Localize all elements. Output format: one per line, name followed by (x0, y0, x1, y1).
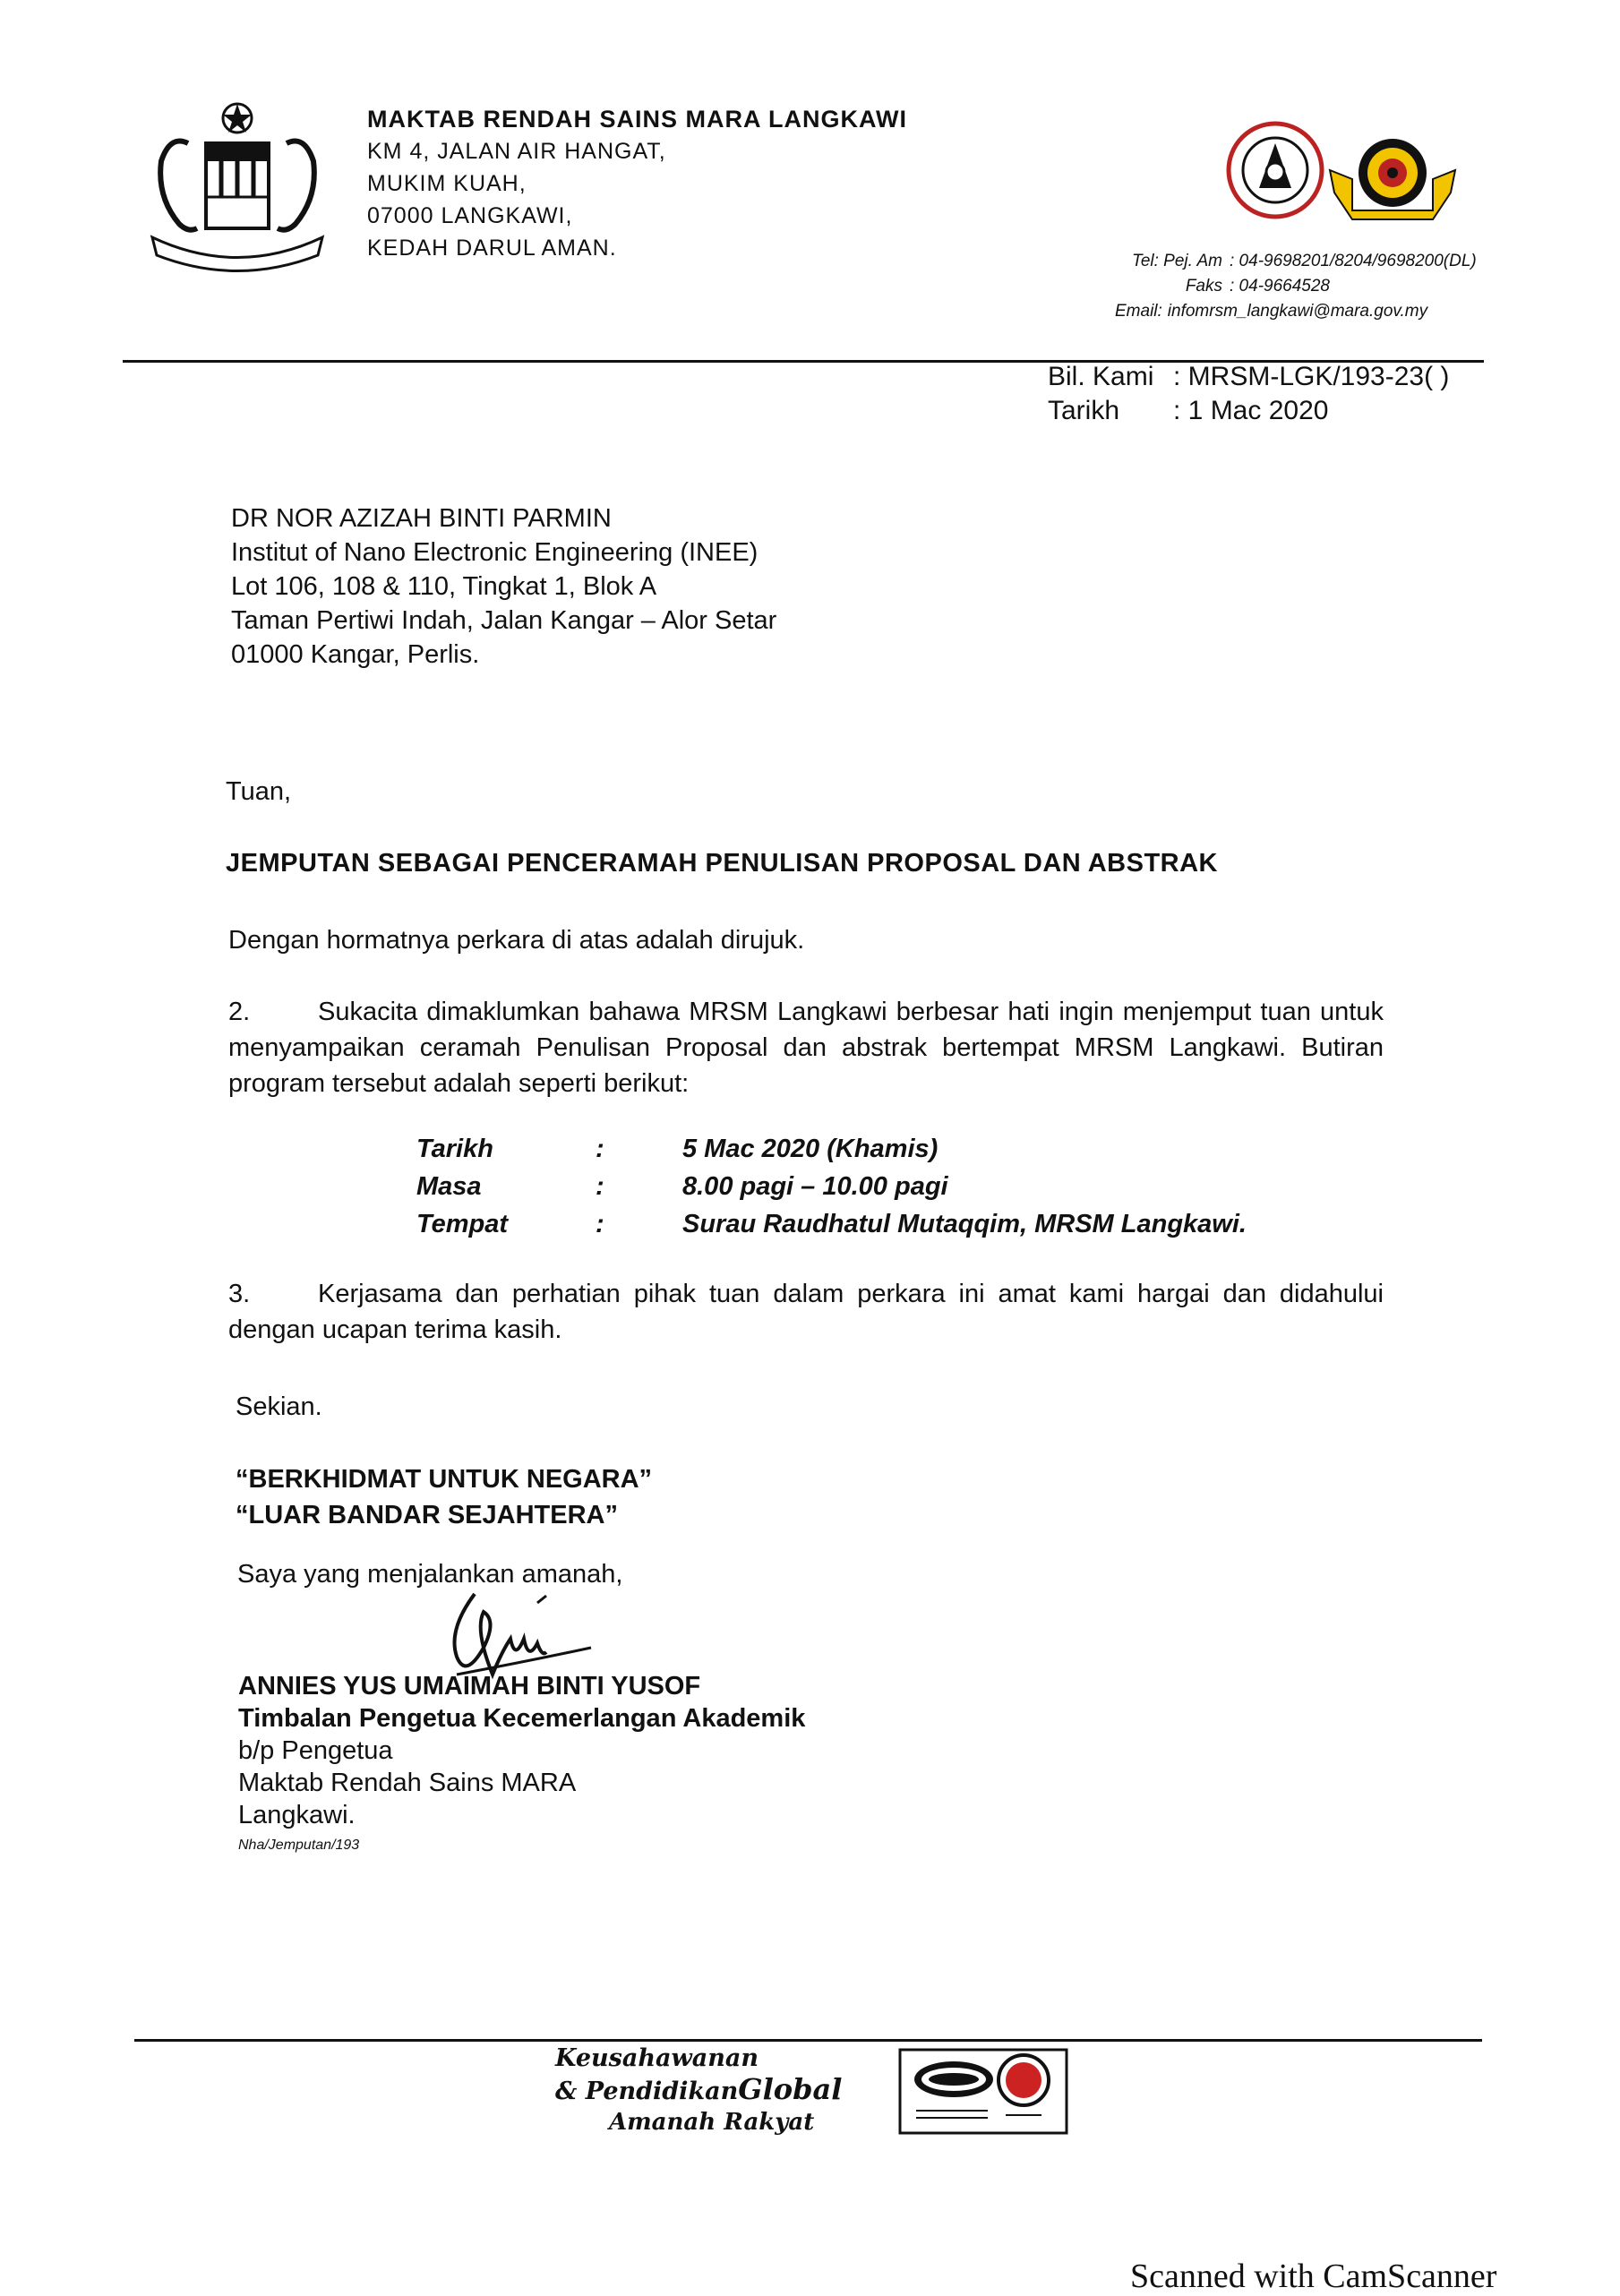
reference-block (1048, 360, 1449, 428)
ref-label: Bil. Kami (1048, 362, 1154, 391)
detail-colon: : (596, 1210, 604, 1238)
paragraph-text: Sukacita dimaklumkan bahawa MRSM Langkawi berbesar hati ingin menjemput tuan untuk menyampaikan ceramah Penulisan Proposal dan abstrak bertempat MRSM Langkawi. Butiran program tersebut adalah seperti berikut: (228, 998, 1384, 1098)
recipient-line: DR NOR AZIZAH BINTI PARMIN (231, 504, 612, 533)
motto-block (236, 1461, 652, 1533)
contact-block (1115, 249, 1477, 324)
slogan-part: Global (738, 2072, 843, 2106)
recipient-address (231, 501, 776, 672)
paragraph-number: 2. (228, 998, 251, 1026)
detail-label: Tarikh (416, 1135, 493, 1163)
date-value: : 1 Mac 2020 (1173, 396, 1329, 425)
detail-label: Tempat (416, 1210, 509, 1238)
detail-value: 5 Mac 2020 (Khamis) (682, 1135, 939, 1163)
fax-label: Faks (1185, 277, 1222, 296)
signer-title: Timbalan Pengetua Kecemerlangan Akademik (238, 1704, 806, 1733)
detail-value: 8.00 pagi – 10.00 pagi (682, 1172, 948, 1201)
address-line: MUKIM KUAH, (367, 171, 527, 196)
slogan-part: & Pendidikan (555, 2078, 739, 2105)
program-details (416, 1130, 1247, 1243)
mara-seal-logo (1220, 116, 1332, 228)
date-label: Tarikh (1048, 396, 1120, 425)
file-reference-code: Nha/Jemputan/193 (238, 1838, 360, 1853)
slogan-line: Amanah Rakyat (609, 2109, 815, 2136)
tel-value: : 04-9698201/8204/9698200(DL) (1230, 252, 1477, 270)
email-value: infomrsm_langkawi@mara.gov.my (1167, 302, 1428, 321)
motto-line: “LUAR BANDAR SEJAHTERA” (236, 1501, 618, 1529)
detail-label: Masa (416, 1172, 482, 1201)
trust-line: Saya yang menjalankan amanah, (237, 1560, 623, 1589)
school-name: MAKTAB RENDAH SAINS MARA LANGKAWI (367, 106, 907, 133)
recipient-line: Taman Pertiwi Indah, Jalan Kangar – Alor Setar (231, 606, 777, 635)
certification-badges (898, 2048, 1068, 2135)
slogan-line: Keusahawanan (555, 2044, 759, 2072)
letter-subject: JEMPUTAN SEBAGAI PENCERAMAH PENULISAN PROPOSAL DAN ABSTRAK (226, 849, 1218, 878)
recipient-line: 01000 Kangar, Perlis. (231, 640, 480, 669)
address-line: 07000 LANGKAWI, (367, 203, 573, 228)
signer-block (238, 1670, 805, 1831)
address-line: KEDAH DARUL AMAN. (367, 236, 617, 261)
detail-colon: : (596, 1172, 604, 1201)
paragraph-3 (228, 1276, 1384, 1348)
footer-slogan (555, 2043, 842, 2138)
signer-line: Maktab Rendah Sains MARA (238, 1769, 577, 1797)
paragraph-2 (228, 994, 1384, 1101)
coat-of-arms-logo (134, 99, 340, 278)
fax-value: : 04-9664528 (1230, 277, 1330, 296)
scanner-watermark: Scanned with CamScanner (1130, 2257, 1497, 2295)
salutation: Tuan, (226, 777, 292, 806)
motto-line: “BERKHIDMAT UNTUK NEGARA” (236, 1465, 653, 1494)
paragraph-1: Dengan hormatnya perkara di atas adalah dirujuk. (228, 926, 805, 955)
recipient-line: Lot 106, 108 & 110, Tingkat 1, Blok A (231, 572, 657, 601)
closing-word: Sekian. (236, 1392, 322, 1421)
recipient-line: Institut of Nano Electronic Engineering (INEE) (231, 538, 759, 567)
footer-divider (134, 2039, 1482, 2042)
school-address-block (367, 103, 907, 264)
detail-value: Surau Raudhatul Mutaqqim, MRSM Langkawi. (682, 1210, 1247, 1238)
ref-value: : MRSM-LGK/193-23( ) (1173, 362, 1450, 391)
detail-colon: : (596, 1135, 604, 1163)
signer-line: b/p Pengetua (238, 1736, 393, 1765)
paragraph-text: Kerjasama dan perhatian pihak tuan dalam perkara ini amat kami hargai dan didahului dengan ucapan terima kasih. (228, 1280, 1384, 1344)
paragraph-number: 3. (228, 1280, 251, 1308)
email-label: Email: (1115, 302, 1162, 321)
gear-emblem-logo (1325, 130, 1460, 224)
signer-line: Langkawi. (238, 1801, 356, 1829)
slogan-line-2 (555, 2074, 842, 2107)
tel-label: Tel: Pej. Am (1131, 252, 1222, 270)
address-line: KM 4, JALAN AIR HANGAT, (367, 139, 666, 164)
signer-name: ANNIES YUS UMAIMAH BINTI YUSOF (238, 1672, 701, 1701)
